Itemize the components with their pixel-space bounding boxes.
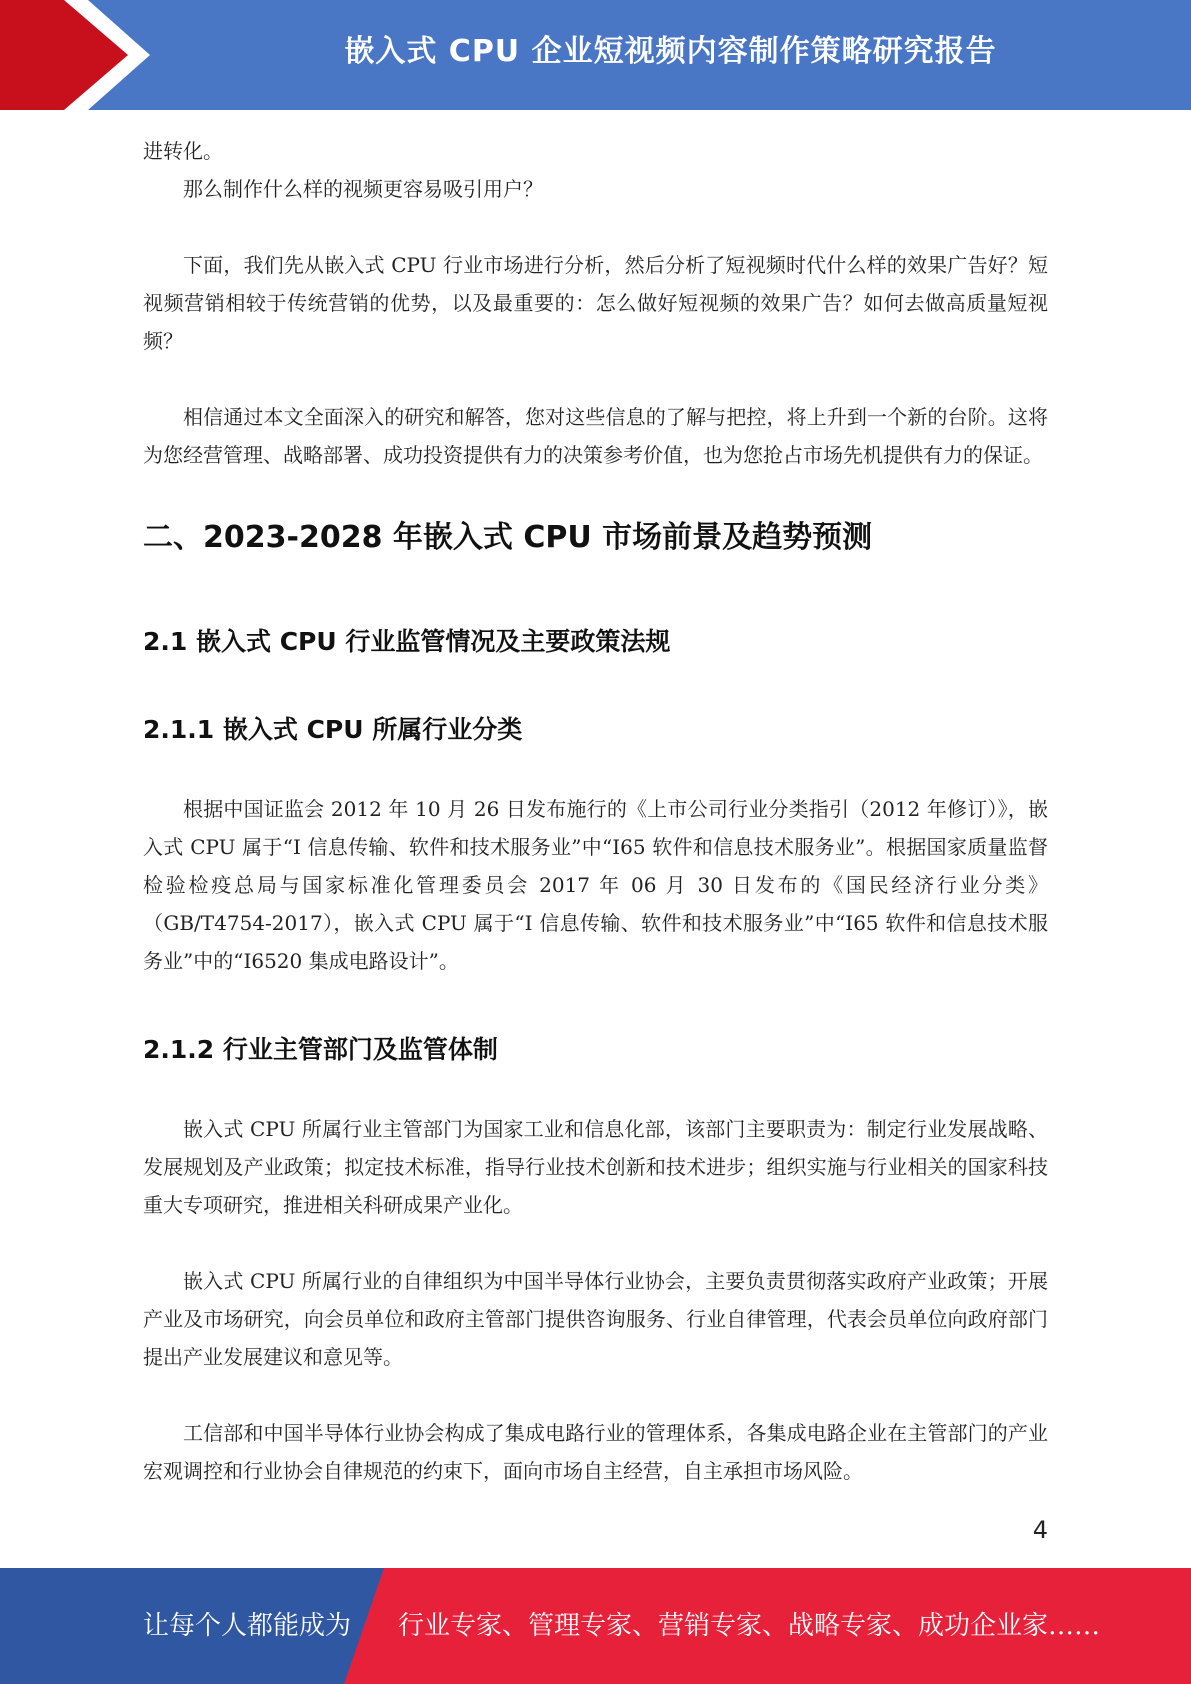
page-header xyxy=(0,0,1191,110)
page-footer xyxy=(0,1568,1191,1684)
document-body xyxy=(143,132,1048,1490)
footer-slogan-left: 让每个人都能成为 xyxy=(143,1611,352,1641)
report-title: 嵌入式 CPU 企业短视频内容制作策略研究报告 xyxy=(344,34,997,69)
subsection-heading-2-1-2: 2.1.2 行业主管部门及监管体制 xyxy=(143,1035,498,1064)
paragraph-classification: 根据中国证监会 2012 年 10 月 26 日发布施行的《上市公司行业分类指引（2012 年修订）》，嵌入式 CPU 属于“I 信息传输、软件和技术服务业”中“I65 软件和信息技术服务业”。根据国家质量监督检验检疫总局与国家标准化管理委员会 2017 年 06 月 30 日发布的《国民经济行业分类》（GB/T4754-2017），嵌入式 CPU 属于“I 信息传输、软件和技术服务业”中“I65 软件和信息技术服务业”中的“I6520 集成电路设计”。 xyxy=(143,797,1048,973)
subsection-heading-2-1: 2.1 嵌入式 CPU 行业监管情况及主要政策法规 xyxy=(143,627,671,656)
paragraph-overview: 下面，我们先从嵌入式 CPU 行业市场进行分析，然后分析了短视频时代什么样的效果广告好？短视频营销相较于传统营销的优势，以及最重要的：怎么做好短视频的效果广告？如何去做高质量短视频？ xyxy=(143,253,1048,353)
paragraph-authority: 嵌入式 CPU 所属行业主管部门为国家工业和信息化部，该部门主要职责为：制定行业发展战略、发展规划及产业政策；拟定技术标准，指导行业技术创新和技术进步；组织实施与行业相关的国家科技重大专项研究，推进相关科研成果产业化。 xyxy=(143,1117,1048,1217)
header-chevron-icon xyxy=(0,0,140,110)
paragraph-continuation: 进转化。 xyxy=(143,139,223,163)
footer-slogan-right: 行业专家、管理专家、营销专家、战略专家、成功企业家…… xyxy=(398,1611,1101,1641)
section-heading-2: 二、2023-2028 年嵌入式 CPU 市场前景及趋势预测 xyxy=(143,520,873,555)
paragraph-association: 嵌入式 CPU 所属行业的自律组织为中国半导体行业协会，主要负责贯彻落实政府产业政策；开展产业及市场研究，向会员单位和政府主管部门提供咨询服务、行业自律管理，代表会员单位向政府部门提出产业发展建议和意见等。 xyxy=(143,1269,1048,1369)
paragraph-value: 相信通过本文全面深入的研究和解答，您对这些信息的了解与把控，将上升到一个新的台阶。这将为您经营管理、战略部署、成功投资提供有力的决策参考价值，也为您抢占市场先机提供有力的保证。 xyxy=(143,405,1048,467)
subsection-heading-2-1-1: 2.1.1 嵌入式 CPU 所属行业分类 xyxy=(143,715,523,744)
page-number: 4 xyxy=(1032,1516,1048,1544)
paragraph-management-system: 工信部和中国半导体行业协会构成了集成电路行业的管理体系，各集成电路企业在主管部门的产业宏观调控和行业协会自律规范的约束下，面向市场自主经营，自主承担市场风险。 xyxy=(143,1421,1048,1483)
paragraph-question: 那么制作什么样的视频更容易吸引用户？ xyxy=(183,177,543,201)
